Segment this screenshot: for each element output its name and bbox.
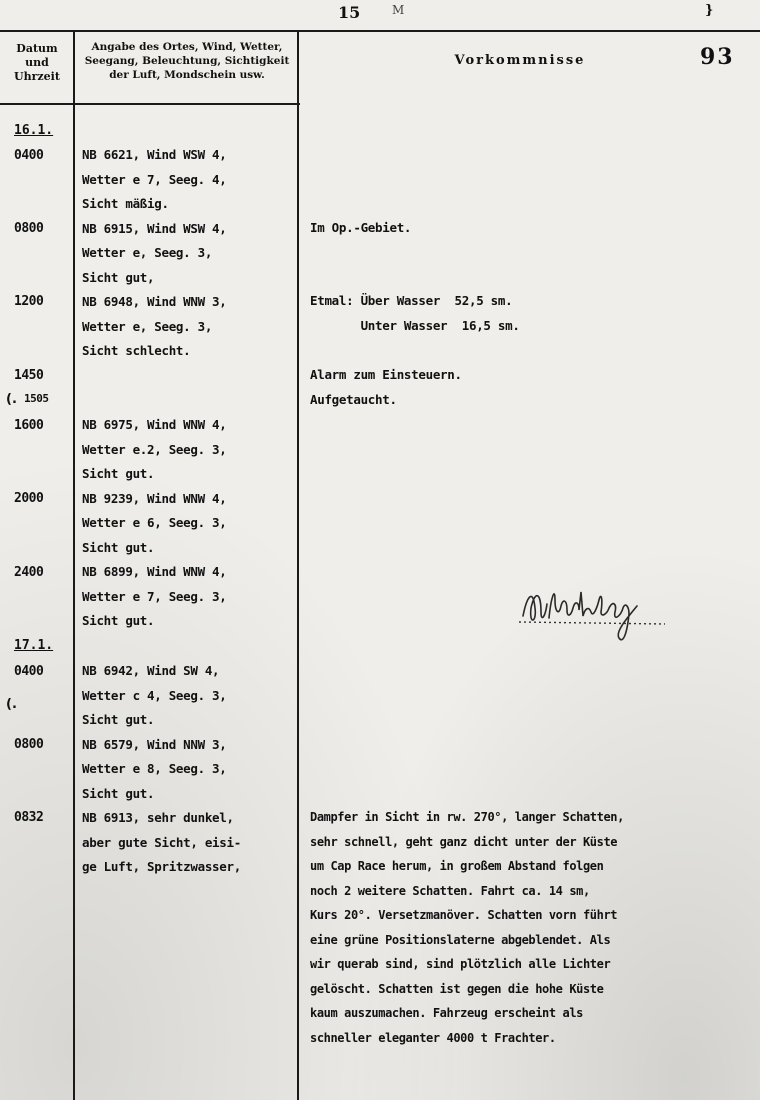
time-entry: 1200	[14, 294, 44, 309]
time-entry: 0400	[14, 664, 44, 679]
header-top-rule	[0, 30, 760, 32]
header-events: Vorkommnisse	[454, 53, 586, 68]
time-entry: 1450	[14, 368, 44, 383]
header-bottom-rule	[0, 103, 300, 105]
conditions-block: NB 6621, Wind WSW 4, Wetter e 7, Seeg. 4, Sicht mäßig. NB 6915, Wind WSW 4, Wetter e, Seeg. 3, Sicht gut, NB 6948, Wind WNW 3, Wetter e, Seeg. 3, Sicht schlecht.	[82, 147, 227, 358]
signature	[515, 578, 695, 648]
page-scribble: M	[392, 3, 405, 17]
conditions-block: NB 6975, Wind WNW 4, Wetter e.2, Seeg. 3, Sicht gut. NB 9239, Wind WNW 4, Wetter e 6, Seeg. 3, Sicht gut. NB 6899, Wind WNW 4, Wetter e 7, Seeg. 3, Sicht gut.	[82, 417, 227, 628]
column-rule-1	[73, 30, 75, 1100]
marginal-mark: (.	[6, 697, 17, 712]
time-entry: 2000	[14, 491, 44, 506]
time-entry: 1505	[24, 392, 49, 405]
event-text: Etmal: Über Wasser 52,5 sm. Unter Wasser 16,5 sm.	[310, 293, 520, 333]
time-entry: 0800	[14, 221, 44, 236]
page-number: 15	[338, 3, 361, 22]
header-date-time: Datum und Uhrzeit	[14, 42, 60, 83]
time-entry: 0800	[14, 737, 44, 752]
header-conditions: Angabe des Ortes, Wind, Wetter, Seegang, Beleuchtung, Sichtigkeit der Luft, Mondschein usw.	[84, 41, 290, 81]
time-entry: 0832	[14, 810, 44, 825]
time-entry: 2400	[14, 565, 44, 580]
marginal-mark: (.	[6, 392, 17, 407]
event-text: Alarm zum Einsteuern. Aufgetaucht.	[310, 367, 462, 407]
conditions-block: NB 6942, Wind SW 4, Wetter c 4, Seeg. 3, Sicht gut. NB 6579, Wind NNW 3, Wetter e 8, Seeg. 3, Sicht gut. NB 6913, sehr dunkel, aber gute Sicht, eisi- ge Luft, Spritzwasser,	[82, 663, 241, 874]
sheet-number: 93	[700, 44, 735, 70]
event-text: Im Op.-Gebiet.	[310, 220, 412, 235]
corner-mark: }	[705, 3, 714, 18]
event-text: Dampfer in Sicht in rw. 270°, langer Schatten, sehr schnell, geht ganz dicht unter der Küste um Cap Race herum, in großem Abstand folgen noch 2 weitere Schatten. Fahrt ca. 14 sm, Kurs 20°. Versetzmanöver. Schatten vorn führt eine grüne Positionslaterne abgeblendet. Als wir querab sind, sind plötzlich alle Lichter gelöscht. Schatten ist gegen die hohe Küste kaum auszumachen. Fahrzeug erscheint als schneller eleganter 4000 t Frachter.	[310, 810, 624, 1045]
time-entry: 0400	[14, 148, 44, 163]
time-entry: 1600	[14, 418, 44, 433]
date-16-jan: 16.1.	[14, 123, 54, 138]
date-17-jan: 17.1.	[14, 638, 54, 653]
